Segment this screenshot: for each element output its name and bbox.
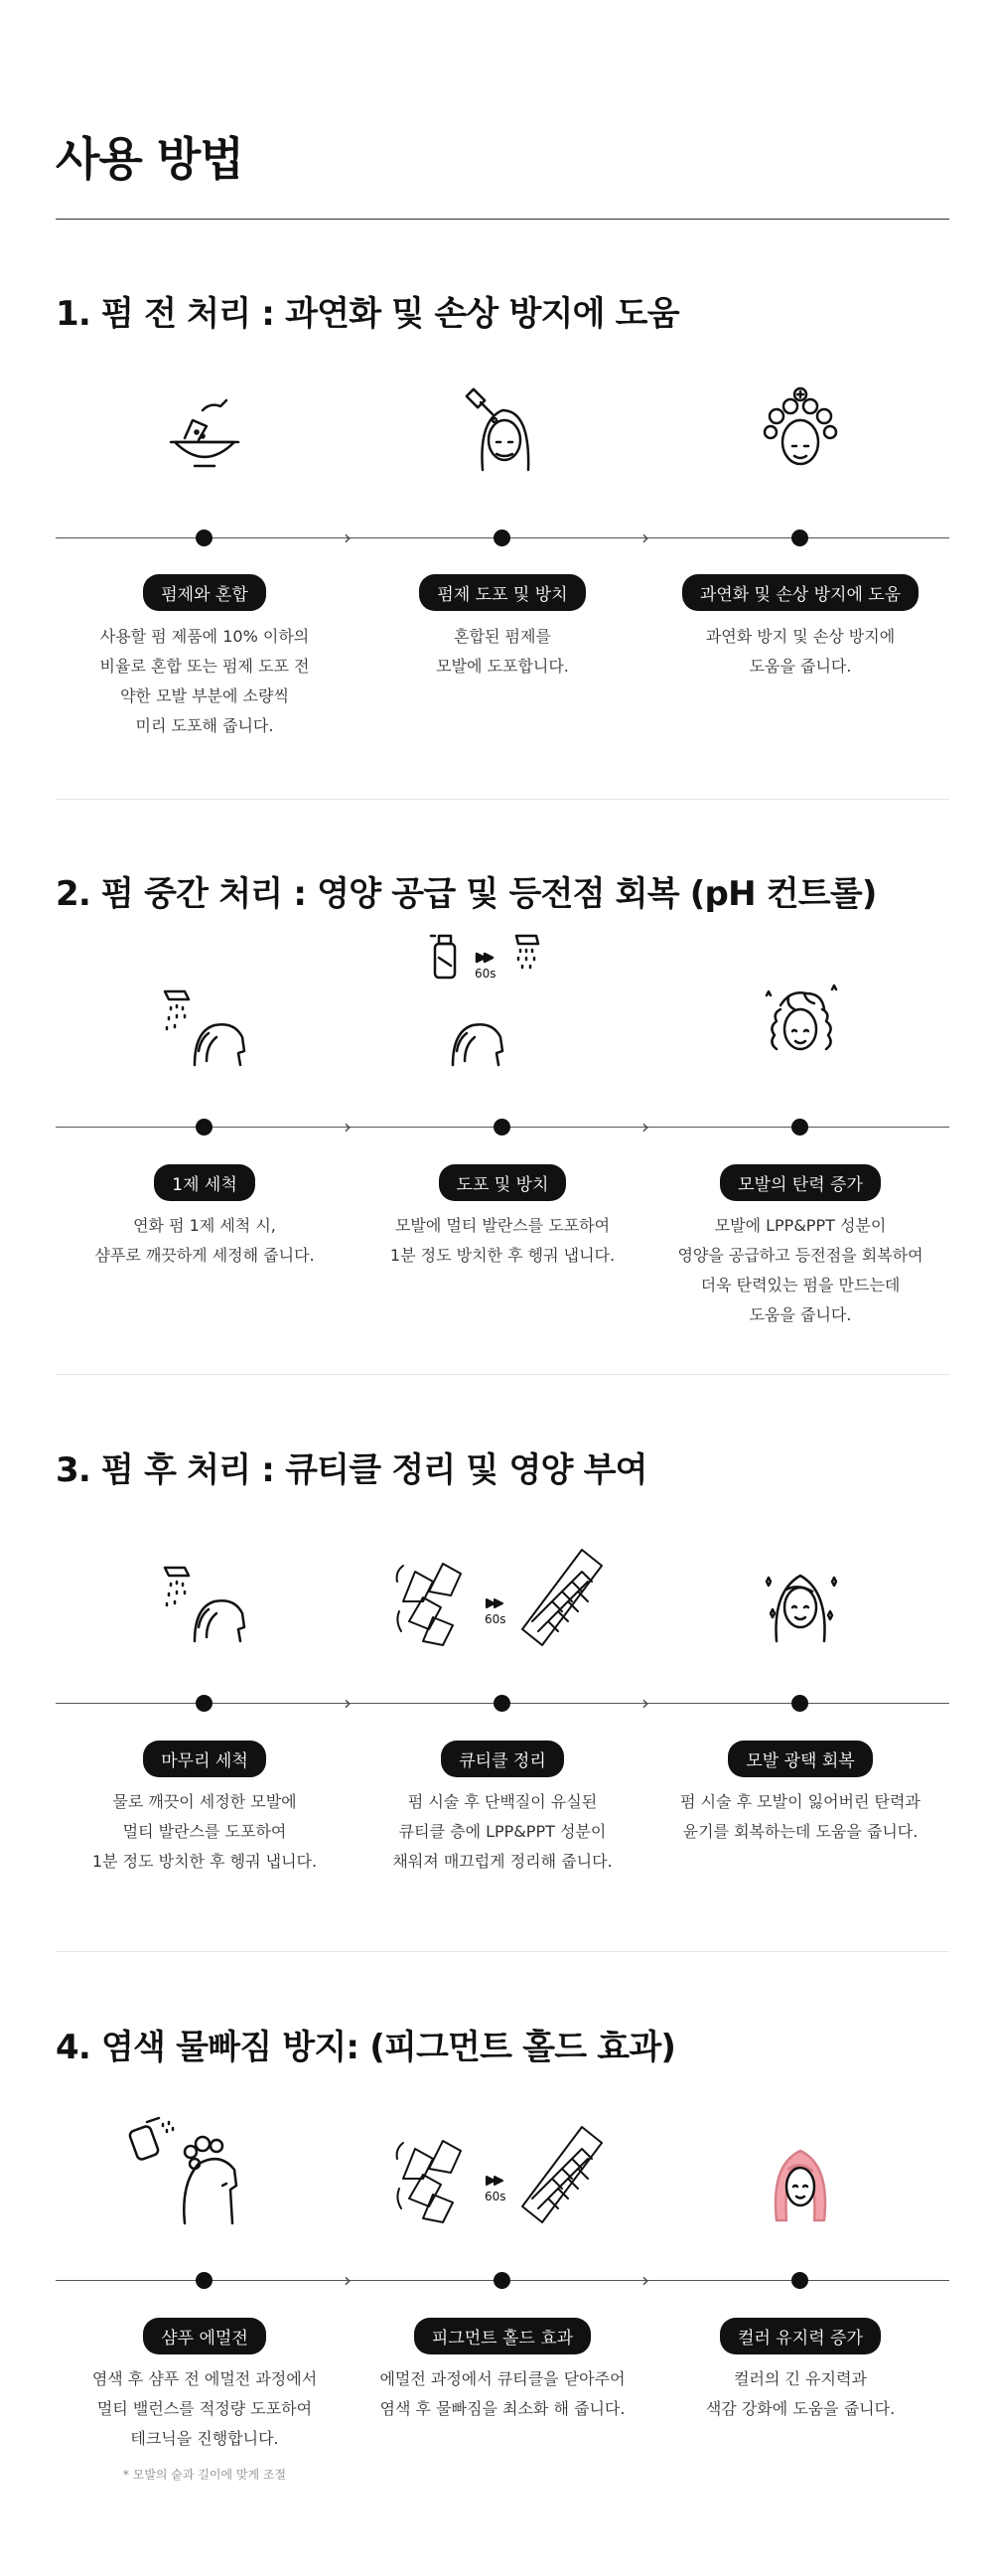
step-label: 마무리 세척 <box>143 1741 266 1777</box>
step-emulsion <box>56 2020 354 2482</box>
step-label: 1제 세척 <box>154 1164 255 1201</box>
chevron-right-icon: › <box>344 2268 352 2292</box>
section-mid-perm <box>0 866 993 1423</box>
chevron-right-icon: › <box>641 526 649 549</box>
chevron-right-icon: › <box>344 1115 352 1138</box>
chevron-right-icon: › <box>641 1115 649 1138</box>
step-description: 사용할 펌 제품에 10% 이하의 비율로 혼합 또는 펌제 도포 전 약한 모발 부분에 소량씩 미리 도포해 줍니다. <box>99 627 310 735</box>
section-title: 3. 펌 후 처리 : 큐티클 정리 및 영양 부여 <box>56 1450 647 1490</box>
step-description: 혼합된 펌제를 모발에 도포합니다. <box>436 627 569 676</box>
step-final-wash <box>56 1442 354 1871</box>
section-title: 4. 염색 물빠짐 방지: (피그먼트 홀드 효과) <box>56 2028 676 2067</box>
page-title: 사용 방법 <box>56 132 243 186</box>
shiny-hair-icon <box>751 1552 850 1651</box>
step-label: 샴푸 에멀전 <box>143 2318 266 2354</box>
timeline-dot <box>196 2272 213 2289</box>
section-color-protect <box>0 2020 993 2576</box>
step-label: 컬러 유지력 증가 <box>720 2318 881 2354</box>
chevron-right-icon: › <box>641 2268 649 2292</box>
timeline-dot <box>494 1695 510 1712</box>
step-description: 과연화 방지 및 손상 방지에 도움을 줍니다. <box>705 627 896 676</box>
step-description: 모발에 멀티 발란스를 도포하여 1분 정도 방치한 후 헹궈 냅니다. <box>389 1216 616 1265</box>
shampoo-spray-icon <box>125 2114 254 2233</box>
step-apply-wait <box>354 866 651 1264</box>
step-cuticle <box>354 1442 651 1871</box>
curly-hair-icon <box>751 976 850 1075</box>
dropper-hair-icon <box>453 380 552 480</box>
shower-head-icon <box>155 976 254 1075</box>
step-label: 펌제와 혼합 <box>143 574 266 611</box>
step-description: 펌 시술 후 단백질이 유실된 큐티클 층에 LPP&PPT 성분이 채워져 매끄럽게 정리해 줍니다. <box>392 1792 613 1871</box>
chevron-right-icon: › <box>344 526 352 549</box>
spray-timer-icon <box>413 926 592 1075</box>
section-divider <box>56 1374 949 1375</box>
step-description: 컬러의 긴 유지력과 색감 강화에 도움을 줍니다. <box>705 2369 896 2418</box>
step-description: 물로 깨끗이 세정한 모발에 멀티 발란스를 도포하여 1분 정도 방치한 후 헹궈 냅니다. <box>91 1792 318 1871</box>
timeline-dot <box>196 1119 213 1136</box>
timeline-dot <box>791 1695 808 1712</box>
step-label: 펌제 도포 및 방치 <box>419 574 585 611</box>
timer-label: 60s <box>485 1612 506 1626</box>
step-elasticity <box>651 866 949 1324</box>
step-protect <box>651 286 949 683</box>
shower-head-icon <box>155 1552 254 1651</box>
step-color-retention <box>651 2020 949 2417</box>
timeline-dot <box>791 1119 808 1136</box>
chevron-right-icon: › <box>641 1691 649 1715</box>
step-description: 모발에 LPP&PPT 성분이 영양을 공급하고 등전점을 회복하여 더욱 탄력있는 펌을 만드는데 도움을 줍니다. <box>677 1216 923 1324</box>
timeline-dot <box>494 530 510 546</box>
footnote: * 모발의 숱과 길이에 맞게 조절 <box>122 2468 287 2482</box>
mixing-bowl-icon <box>155 380 254 480</box>
section-divider <box>56 1951 949 1952</box>
step-wash <box>56 866 354 1264</box>
step-label: 모발의 탄력 증가 <box>720 1164 881 1201</box>
step-label: 피그먼트 홀드 효과 <box>414 2318 591 2354</box>
step-label: 도포 및 방치 <box>439 1164 567 1201</box>
step-mix <box>56 286 354 735</box>
step-label: 큐티클 정리 <box>441 1741 564 1777</box>
title-divider <box>56 219 949 220</box>
step-pigment-hold <box>354 2020 651 2417</box>
step-label: 과연화 및 손상 방지에 도움 <box>682 574 919 611</box>
timeline-dot <box>791 2272 808 2289</box>
step-label: 모발 광택 회복 <box>728 1741 872 1777</box>
timeline-dot <box>791 530 808 546</box>
timeline-dot <box>196 530 213 546</box>
section-title: 2. 펌 중간 처리 : 영양 공급 및 등전점 회복 (pH 컨트롤) <box>56 874 877 914</box>
section-title: 1. 펌 전 처리 : 과연화 및 손상 방지에 도움 <box>56 294 679 334</box>
timeline-dot <box>196 1695 213 1712</box>
step-description: 연화 펌 1제 세척 시, 샴푸로 깨끗하게 세정해 줍니다. <box>94 1216 315 1265</box>
rollers-head-icon <box>751 380 850 480</box>
step-gloss <box>651 1442 949 1840</box>
timeline-dot <box>494 2272 510 2289</box>
chevron-right-icon: › <box>344 1691 352 1715</box>
cuticle-timer-icon <box>393 2119 612 2228</box>
timer-label: 60s <box>475 967 496 981</box>
step-description: 에멀전 과정에서 큐티클을 닫아주어 염색 후 물빠짐을 최소화 해 줍니다. <box>379 2369 626 2418</box>
section-pre-perm <box>0 286 993 842</box>
step-description: 펌 시술 후 모발이 잃어버린 탄력과 윤기를 회복하는데 도움을 줍니다. <box>680 1792 921 1841</box>
step-apply <box>354 286 651 683</box>
cuticle-timer-icon <box>393 1542 612 1651</box>
timer-label: 60s <box>485 2190 506 2203</box>
section-post-perm <box>0 1442 993 1999</box>
section-divider <box>56 799 949 800</box>
timeline-dot <box>494 1119 510 1136</box>
colored-hair-icon <box>751 2129 850 2228</box>
step-description: 염색 후 샴푸 전 에멀전 과정에서 멀티 밸런스를 적정량 도포하여 테크닉을 진행합니다. * 모발의 숱과 길이에 맞게 조절 <box>56 2364 354 2490</box>
